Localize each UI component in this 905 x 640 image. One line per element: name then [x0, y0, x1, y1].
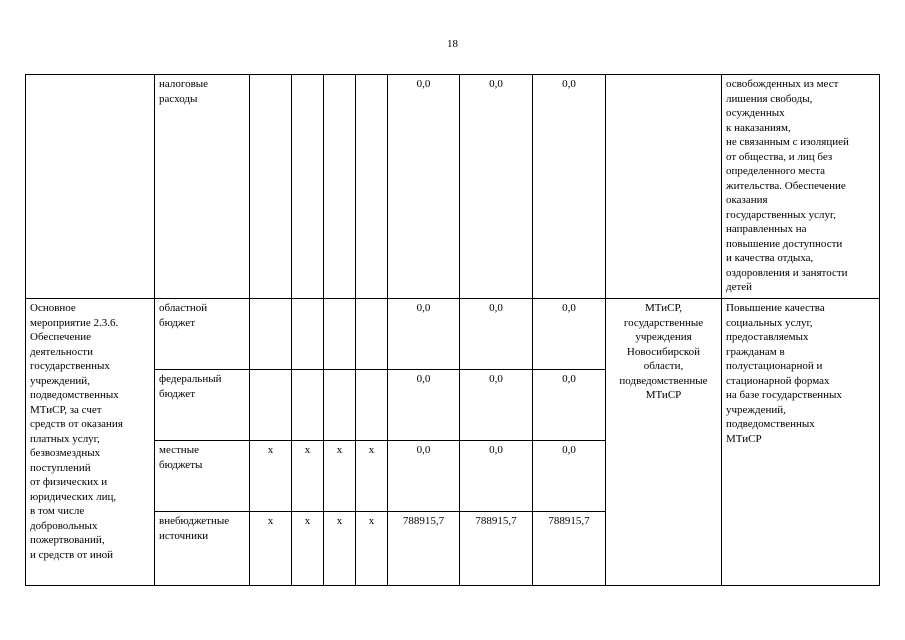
value-cell: 0,0	[533, 299, 606, 370]
value-cell: x	[324, 512, 356, 586]
funding-source-cell: областной бюджет	[155, 299, 250, 370]
value-cell: 788915,7	[533, 512, 606, 586]
value-cell	[356, 299, 388, 370]
funding-source-cell: внебюджетные источники	[155, 512, 250, 586]
value-cell: x	[292, 441, 324, 512]
value-cell	[356, 75, 388, 299]
table-row	[26, 299, 880, 370]
value-cell: 0,0	[460, 75, 533, 299]
value-cell: 0,0	[460, 441, 533, 512]
value-cell: x	[324, 441, 356, 512]
page-number: 18	[447, 38, 458, 50]
value-cell	[250, 299, 292, 370]
value-cell	[356, 370, 388, 441]
activity-cell-empty	[26, 75, 155, 299]
value-cell: 0,0	[533, 75, 606, 299]
value-cell: 0,0	[460, 299, 533, 370]
value-cell: 788915,7	[460, 512, 533, 586]
value-cell: 788915,7	[388, 512, 460, 586]
value-cell: x	[356, 441, 388, 512]
value-cell	[250, 75, 292, 299]
value-cell: x	[250, 441, 292, 512]
funding-source-cell: местные бюджеты	[155, 441, 250, 512]
executor-cell	[606, 75, 722, 299]
funding-source-cell: налоговые расходы	[155, 75, 250, 299]
activity-cell: Основное мероприятие 2.3.6. Обеспечение деятельности государственных учреждений, подведомственных МТиСР, за счет средств от оказания платных услуг, безвозмездных поступлений от физических и юридических лиц, в том числе добровольных пожертвований, и средств от иной	[26, 299, 155, 586]
result-cell: Повышение качества социальных услуг, предоставляемых гражданам в полустационарной и стационарной формах на базе государственных учреждений, подведомственных МТиСР	[722, 299, 880, 586]
value-cell: 0,0	[388, 441, 460, 512]
value-cell: 0,0	[388, 75, 460, 299]
executor-cell: МТиСР, государственные учреждения Новосибирской области, подведомственные МТиСР	[606, 299, 722, 586]
value-cell	[250, 370, 292, 441]
value-cell	[324, 299, 356, 370]
value-cell: x	[356, 512, 388, 586]
result-cell: освобожденных из мест лишения свободы, осужденных к наказаниям, не связанным с изоляцией от общества, и лиц без определенного места жительства. Обеспечение оказания государственных услуг, направленных на повышение доступности и качества отдыха, оздоровления и занятости детей	[722, 75, 880, 299]
value-cell: x	[292, 512, 324, 586]
value-cell	[324, 75, 356, 299]
table-row	[26, 75, 880, 299]
program-table	[25, 74, 880, 586]
value-cell: 0,0	[388, 299, 460, 370]
value-cell: 0,0	[533, 370, 606, 441]
value-cell	[292, 370, 324, 441]
value-cell	[324, 370, 356, 441]
funding-source-cell: федеральный бюджет	[155, 370, 250, 441]
value-cell: x	[250, 512, 292, 586]
value-cell	[292, 299, 324, 370]
value-cell: 0,0	[533, 441, 606, 512]
value-cell: 0,0	[388, 370, 460, 441]
value-cell: 0,0	[460, 370, 533, 441]
value-cell	[292, 75, 324, 299]
